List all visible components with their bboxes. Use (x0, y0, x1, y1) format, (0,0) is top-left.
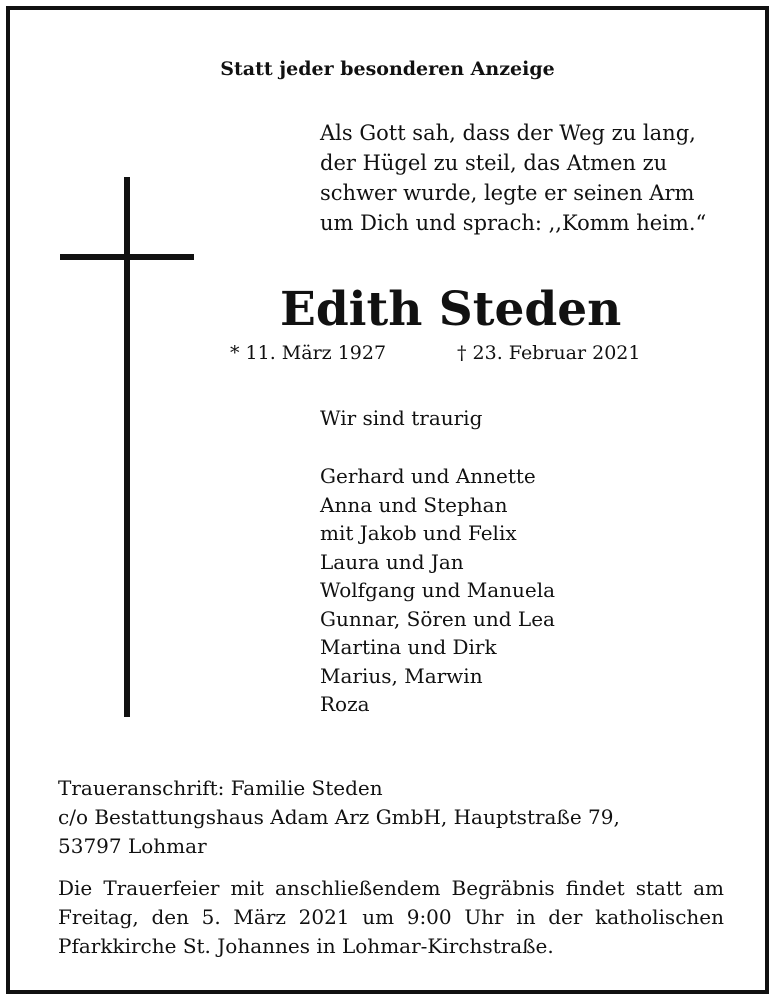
mourner-entry: Anna und Stephan (320, 492, 508, 517)
verse-line: um Dich und sprach: ,,Komm heim.“ (320, 211, 707, 235)
mourner-entry: Martina und Dirk (320, 635, 497, 659)
verse-line: Als Gott sah, dass der Weg zu lang, (320, 121, 696, 145)
birth-date: * 11. März 1927 (230, 342, 387, 364)
deceased-name: Edith Steden (280, 282, 622, 337)
mourners-list (320, 462, 555, 719)
mourner-entry: Wolfgang und Manuela (320, 578, 556, 602)
notice-header: Statt jeder besonderen Anzeige (220, 58, 555, 80)
mourning-statement: Wir sind traurig (320, 406, 483, 430)
mourning-address (58, 774, 620, 861)
verse-line: schwer wurde, legte er seinen Arm (320, 181, 695, 205)
mourner-entry: Gunnar, Sören und Lea (320, 606, 555, 631)
funeral-service-info: Die Trauerfeier mit anschließendem Begräbnis findet statt am Freitag, den 5. März 2021 um 9:00 Uhr in der katholischen Pfarkkirche St. Johannes in Lohmar-Kirchstraße. (58, 876, 724, 958)
death-date: † 23. Februar 2021 (457, 342, 641, 364)
address-line: Traueranschrift: Familie Steden (58, 776, 383, 800)
mourner-entry: mit Jakob und Felix (320, 521, 517, 545)
verse-line: der Hügel zu steil, das Atmen zu (320, 151, 668, 175)
address-line: c/o Bestattungshaus Adam Arz GmbH, Hauptstraße 79, (58, 805, 620, 829)
obituary-notice (6, 6, 769, 994)
mourner-entry: Gerhard und Annette (320, 464, 536, 488)
address-line: 53797 Lohmar (58, 834, 207, 858)
mourner-entry: Laura und Jan (320, 549, 464, 574)
cross-horizontal-bar (60, 254, 194, 260)
mourner-entry: Marius, Marwin (320, 663, 483, 688)
mourner-entry: Roza (320, 692, 370, 716)
memorial-verse (320, 118, 706, 238)
